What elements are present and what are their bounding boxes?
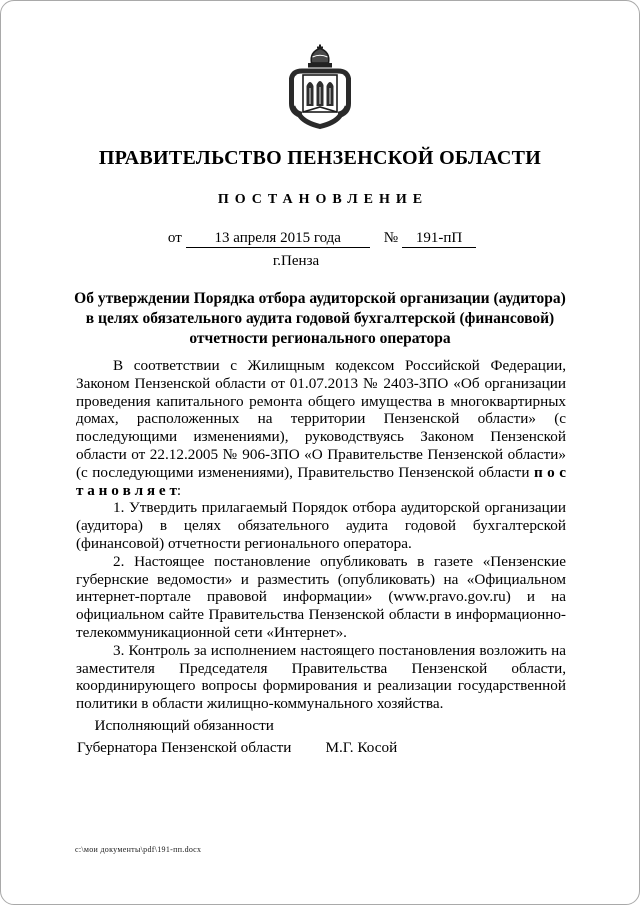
signatory-name: М.Г. Косой bbox=[325, 739, 398, 756]
doc-type-heading: ПОСТАНОВЛЕНИЕ bbox=[217, 192, 429, 207]
date-number-row bbox=[1, 230, 639, 248]
date-value-field: 13 апреля 2015 года bbox=[186, 230, 370, 248]
file-path-footnote: с:\мои документы\pdf\191-пп.docx bbox=[75, 845, 202, 854]
decree-verb: п о с т а н о в л я е т bbox=[76, 463, 566, 499]
doc-title bbox=[41, 289, 599, 349]
preamble-text: В соответствии с Жилищным кодексом Российской Федерации, Законом Пензенской области от 01.07.2013 № 2403-ЗПО «Об организации проведения капитального ремонта общего имущества в многоквартирных домах, расположенных на территории Пензенской области» (с последующими изменениями), руководствуясь Законом Пензенской области от 22.12.2005 № 906-ЗПО «О Правительстве Пензенской области» (с последующими изменениями), Правительство Пензенской области bbox=[76, 357, 566, 481]
coat-of-arms-icon bbox=[272, 44, 368, 134]
doc-title-line-2: в целях обязательного аудита годовой бухгалтерской (финансовой) bbox=[85, 310, 555, 327]
decree-colon: : bbox=[176, 481, 182, 499]
org-name: ПРАВИТЕЛЬСТВО ПЕНЗЕНСКОЙ ОБЛАСТИ bbox=[98, 147, 542, 169]
number-value-field: 191-пП bbox=[402, 230, 476, 248]
doc-title-line-1: Об утверждении Порядка отбора аудиторской организации (аудитора) bbox=[74, 290, 566, 307]
signatory-position-line-1: Исполняющий обязанности bbox=[94, 717, 274, 734]
preamble-paragraph bbox=[76, 357, 566, 499]
date-label: от bbox=[167, 230, 182, 246]
number-label: № bbox=[383, 230, 399, 246]
signatory-position-line-2: Губернатора Пензенской области bbox=[77, 739, 292, 756]
city-label: г.Пенза bbox=[272, 253, 320, 269]
item-paragraph-3: 3. Контроль за исполнением настоящего постановления возложить на заместителя Председателя Правительства Пензенской области, координирующего вопросы формирования и реализации государственной политики в области жилищно-коммунального хозяйства. bbox=[76, 641, 566, 713]
document-body bbox=[76, 357, 566, 713]
doc-title-line-3: отчетности регионального оператора bbox=[189, 330, 451, 347]
item-paragraph-1: 1. Утвердить прилагаемый Порядок отбора аудиторской организации (аудитора) в целях обязательного аудита годовой бухгалтерской (финансовой) отчетности регионального оператора. bbox=[76, 499, 566, 552]
signature-block bbox=[77, 715, 397, 759]
signatory-position bbox=[77, 715, 291, 759]
item-paragraph-2: 2. Настоящее постановление опубликовать в газете «Пензенские губернские ведомости» и разместить (опубликовать) на «Официальном интернет-портале правовой информации» (www.pravo.gov.ru) и на официальном сайте Правительства Пензенской области в информационно-телекоммуникационной сети «Интернет». bbox=[76, 552, 566, 641]
